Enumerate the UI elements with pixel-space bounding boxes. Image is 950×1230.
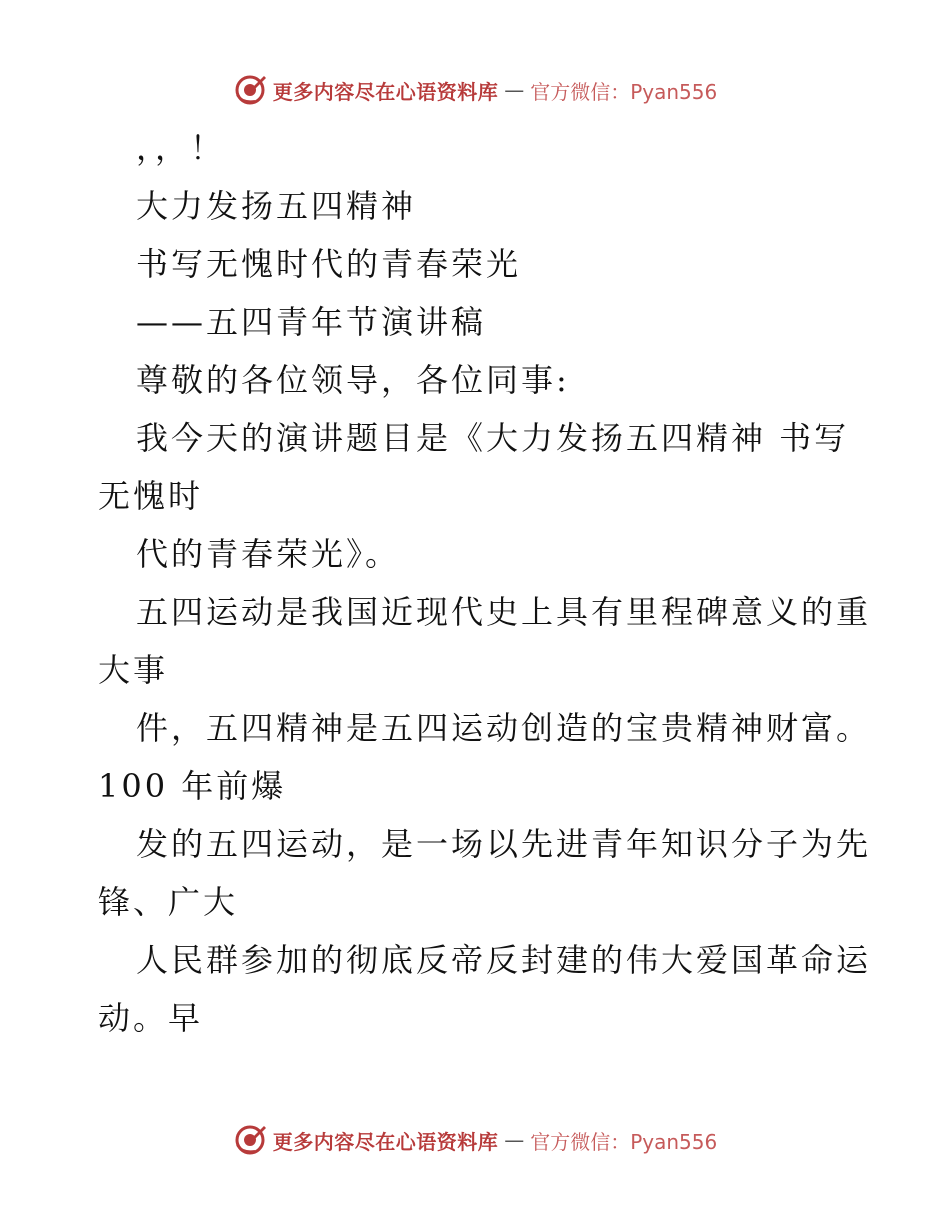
- text-line: 动。早: [98, 999, 204, 1037]
- text-line: 代的青春荣光》。: [136, 535, 401, 573]
- text-line: 书写无愧时代的青春荣光: [136, 245, 522, 283]
- watermark-main-text: 更多内容尽在心语资料库: [272, 1129, 499, 1154]
- footer-watermark: [0, 1120, 950, 1160]
- text-line: 尊敬的各位领导，各位同事:: [136, 361, 570, 399]
- header-watermark: [0, 70, 950, 110]
- text-line: 五四运动是我国近现代史上具有里程碑意义的重: [136, 593, 872, 631]
- text-line: ，，！: [136, 129, 226, 167]
- text-line: 人民群参加的彻底反帝反封建的伟大爱国革命运: [136, 941, 872, 979]
- watermark-separator: —: [504, 1128, 525, 1152]
- text-line: ——五四青年节演讲稿: [136, 303, 487, 341]
- text-line: 锋、广大: [98, 883, 239, 921]
- text-line: 100 年前爆: [98, 767, 287, 805]
- text-line: 大力发扬五四精神: [136, 187, 417, 225]
- watermark-separator: —: [504, 78, 525, 102]
- watermark-brand-text: 官方微信：Pyan556: [530, 79, 718, 104]
- watermark-brand-text: 官方微信：Pyan556: [530, 1129, 718, 1154]
- text-line: 我今天的演讲题目是《大力发扬五四精神 书写: [136, 419, 850, 457]
- pen-logo-icon: [233, 73, 267, 107]
- text-line: 件，五四精神是五四运动创造的宝贵精神财富。: [136, 709, 872, 747]
- text-line: 大事: [98, 651, 169, 689]
- watermark-main-text: 更多内容尽在心语资料库: [272, 79, 499, 104]
- pen-logo-icon: [233, 1123, 267, 1157]
- text-line: 发的五四运动，是一场以先进青年知识分子为先: [136, 825, 872, 863]
- text-line: 无愧时: [98, 477, 204, 515]
